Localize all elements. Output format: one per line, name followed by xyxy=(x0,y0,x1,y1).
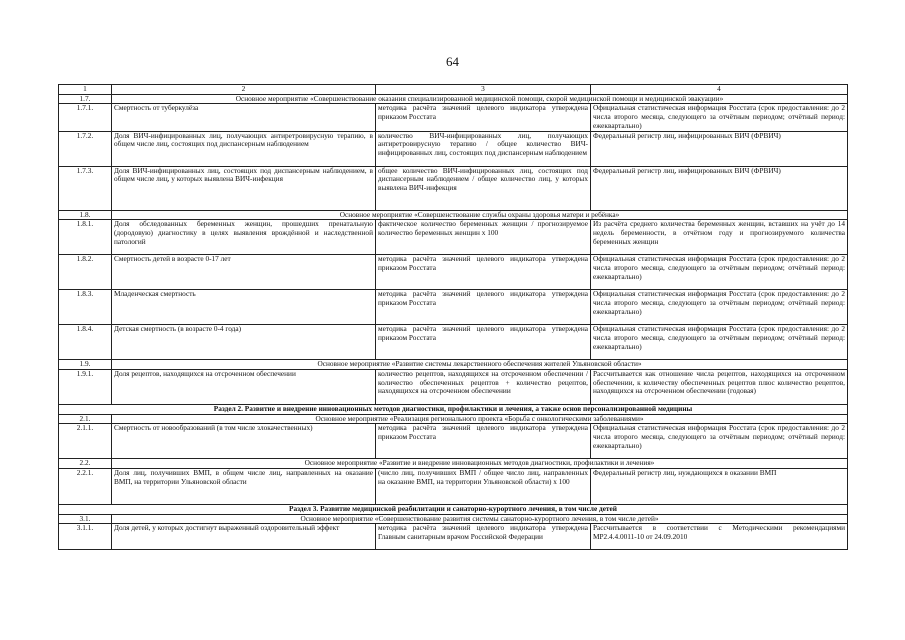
subsection-title: Основное мероприятие «Реализация регионального проекта «Борьба с онкологическими заболеваниями» xyxy=(112,414,848,424)
data-source: Официальная статистическая информация Росстата (срок предоставления: до 2 числа второго месяца, следующего за отчётным периодом; отчётный период: ежеквартально) xyxy=(591,104,848,131)
data-source: Федеральный регистр лиц, нуждающихся в оказании ВМП xyxy=(591,469,848,505)
header-cell: 1 xyxy=(59,85,112,95)
calculation-method: количество ВИЧ-инфицированных лиц, получающих антиретровирусную терапию / общее количество ВИЧ-инфицированных лиц, состоящих под диспансерным наблюдением xyxy=(376,131,591,166)
calculation-method: методика расчёта значений целевого индикатора утверждена приказом Росстата xyxy=(376,325,591,360)
data-source: Официальная статистическая информация Росстата (срок предоставления: до 2 числа второго месяца, следующего за отчётным периодом; отчётный период: ежеквартально) xyxy=(591,255,848,290)
table-row xyxy=(59,325,848,360)
row-number: 1.7.2. xyxy=(59,131,112,166)
row-number: 2.2.1. xyxy=(59,469,112,505)
section-title: Раздел 3. Развитие медицинской реабилитации и санаторно-курортного лечения, в том числе детей xyxy=(59,505,848,515)
section-row xyxy=(59,505,848,515)
data-source: Официальная статистическая информация Росстата (срок предоставления: до 2 числа второго месяца, следующего за отчётным периодом; отчётный период: ежеквартально) xyxy=(591,325,848,360)
header-cell: 2 xyxy=(112,85,376,95)
subsection-number: 2.2. xyxy=(59,459,112,469)
header-cell: 3 xyxy=(376,85,591,95)
indicator-name: Смертность от новообразований (в том числе злокачественных) xyxy=(112,424,376,459)
table-row xyxy=(59,166,848,210)
data-source: Федеральный регистр лиц, инфицированных ВИЧ (ФРВИЧ) xyxy=(591,131,848,166)
indicator-name: Доля рецептов, находящихся на отсроченном обеспечении xyxy=(112,369,376,404)
data-source: Официальная статистическая информация Росстата (срок предоставления: до 2 числа второго месяца, следующего за отчётным периодом; отчётный период: ежеквартально) xyxy=(591,290,848,325)
section-row xyxy=(59,404,848,414)
table-row xyxy=(59,290,848,325)
table-row xyxy=(59,424,848,459)
indicator-name: Доля обследованных беременных женщин, прошедших пренатальную (дородовую) диагностику в целях выявления врождённой и наследственной патологий xyxy=(112,220,376,255)
table-row xyxy=(59,220,848,255)
table-row xyxy=(59,369,848,404)
calculation-method: методика расчёта значений целевого индикатора утверждена приказом Росстата xyxy=(376,104,591,131)
subsection-title: Основное мероприятие «Совершенствование службы охраны здоровья матери и ребёнка» xyxy=(112,210,848,220)
data-source: Рассчитывается в соответствии с Методическими рекомендациями МР2.4.4.0011-10 от 24.09.2010 xyxy=(591,524,848,550)
subsection-row xyxy=(59,459,848,469)
subsection-row xyxy=(59,514,848,524)
subsection-number: 3.1. xyxy=(59,514,112,524)
table-header-row xyxy=(59,85,848,95)
indicator-name: Младенческая смертность xyxy=(112,290,376,325)
row-number: 1.7.1. xyxy=(59,104,112,131)
subsection-title: Основное мероприятие «Совершенствование оказания специализированной медицинской помощи, скорой медицинской помощи и медицинской эвакуации» xyxy=(112,94,848,104)
indicator-name: Смертность от туберкулёза xyxy=(112,104,376,131)
calculation-method: количество рецептов, находящихся на отсроченном обеспечении / количество обеспеченных рецептов + количество рецептов, находящихся на отсроченном обеспечении xyxy=(376,369,591,404)
row-number: 1.8.1. xyxy=(59,220,112,255)
calculation-method: общее количество ВИЧ-инфицированных лиц, состоящих под диспансерным наблюдением / общее количество лиц, у которых выявлена ВИЧ-инфекция xyxy=(376,166,591,210)
calculation-method: методика расчёта значений целевого индикатора утверждена приказом Росстата xyxy=(376,255,591,290)
subsection-number: 1.9. xyxy=(59,360,112,370)
subsection-row xyxy=(59,210,848,220)
indicator-name: Доля детей, у которых достигнут выраженный оздоровительный эффект xyxy=(112,524,376,550)
indicator-name: Детская смертность (в возрасте 0-4 года) xyxy=(112,325,376,360)
row-number: 3.1.1. xyxy=(59,524,112,550)
calculation-method: методика расчёта значений целевого индикатора утверждена Главным санитарным врачом Российской Федерации xyxy=(376,524,591,550)
calculation-method: методика расчёта значений целевого индикатора утверждена приказом Росстата xyxy=(376,290,591,325)
row-number: 2.1.1. xyxy=(59,424,112,459)
indicator-name: Доля ВИЧ-инфицированных лиц, получающих антиретровирусную терапию, в общем числе лиц, состоящих под диспансерным наблюдением xyxy=(112,131,376,166)
subsection-row xyxy=(59,414,848,424)
row-number: 1.8.2. xyxy=(59,255,112,290)
subsection-title: Основное мероприятие «Развитие системы лекарственного обеспечения жителей Ульяновской области» xyxy=(112,360,848,370)
data-source: Из расчёта среднего количества беременных женщин, вставших на учёт до 14 недель беременности, в отчётном году и прогнозируемого количества беременных женщин xyxy=(591,220,848,255)
section-title: Раздел 2. Развитие и внедрение инновационных методов диагностики, профилактики и лечения, а также основ персонализированной медицины xyxy=(59,404,848,414)
data-source: Федеральный регистр лиц, инфицированных ВИЧ (ФРВИЧ) xyxy=(591,166,848,210)
table-row xyxy=(59,104,848,131)
subsection-number: 2.1. xyxy=(59,414,112,424)
row-number: 1.9.1. xyxy=(59,369,112,404)
data-source: Рассчитывается как отношение числа рецептов, находящихся на отсроченном обеспечении, к количеству обеспеченных рецептов плюс количество рецептов, находящихся на отсроченном обеспечении (годовая) xyxy=(591,369,848,404)
calculation-method: (число лиц, получивших ВМП / общее число лиц, направленных на оказание ВМП, на территории Ульяновской области) х 100 xyxy=(376,469,591,505)
indicator-name: Доля ВИЧ-инфицированных лиц, состоящих под диспансерным наблюдением, в общем числе лиц, у которых выявлена ВИЧ-инфекция xyxy=(112,166,376,210)
calculation-method: методика расчёта значений целевого индикатора утверждена приказом Росстата xyxy=(376,424,591,459)
table-row xyxy=(59,469,848,505)
table-row xyxy=(59,255,848,290)
row-number: 1.7.3. xyxy=(59,166,112,210)
indicator-name: Смертность детей в возрасте 0-17 лет xyxy=(112,255,376,290)
data-source: Официальная статистическая информация Росстата (срок предоставления: до 2 числа второго месяца, следующего за отчётным периодом; отчётный период: ежеквартально) xyxy=(591,424,848,459)
table-row xyxy=(59,131,848,166)
indicators-table xyxy=(58,84,848,550)
indicator-name: Доля лиц, получивших ВМП, в общем числе лиц, направленных на оказание ВМП, на территории Ульяновской области xyxy=(112,469,376,505)
subsection-title: Основное мероприятие «Совершенствование развития системы санаторно-курортного лечения, в том числе детей» xyxy=(112,514,848,524)
row-number: 1.8.4. xyxy=(59,325,112,360)
subsection-row xyxy=(59,360,848,370)
calculation-method: фактическое количество беременных женщин / прогнозируемое количество беременных женщин х 100 xyxy=(376,220,591,255)
table-row xyxy=(59,524,848,550)
subsection-title: Основное мероприятие «Развитие и внедрение инновационных методов диагностики, профилактики и лечения» xyxy=(112,459,848,469)
subsection-row xyxy=(59,94,848,104)
header-cell: 4 xyxy=(591,85,848,95)
subsection-number: 1.8. xyxy=(59,210,112,220)
row-number: 1.8.3. xyxy=(59,290,112,325)
subsection-number: 1.7. xyxy=(59,94,112,104)
page-number: 64 xyxy=(446,54,459,69)
